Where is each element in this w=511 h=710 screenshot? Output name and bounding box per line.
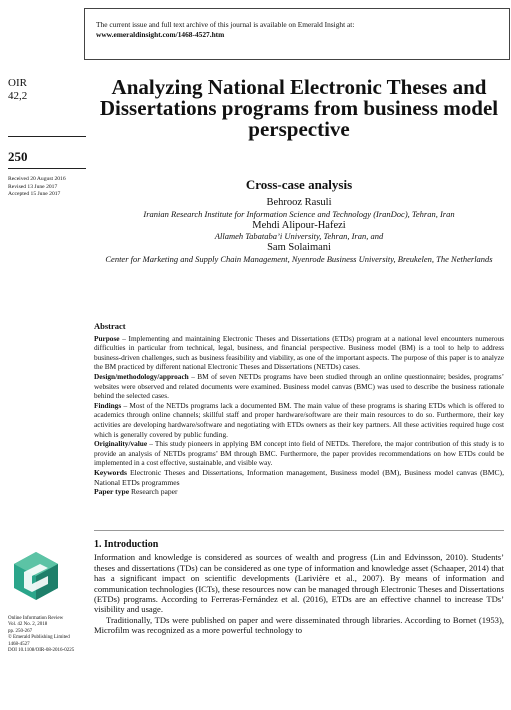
author-name: Mehdi Alipour-Hafezi [252, 219, 346, 231]
paper-subtitle: Cross-case analysis [245, 177, 353, 192]
divider [8, 136, 86, 137]
intro-paragraph: Information and knowledge is considered as sources of wealth and progress (Lin and Edvinsson, 2010). Students’ theses and dissertations (TDs) can be considered as one type of information and knowledge asset (Schaaper, 2014) that has a significant impact on scientific developments (Larivière et al., 2007). By means of information and communication technologies (ICTs), these resources now can be managed through Electronic Theses and Dissertations (ETDs) programs. According to Ferreras-Fernández et al. (2016), ETDs are an effective channel to increase TDs’ visibility and usage. [94, 552, 504, 615]
banner-url[interactable]: www.emeraldinsight.com/1468-4527.htm [96, 30, 225, 39]
journal-volume: 42,2 [8, 90, 28, 102]
journal-abbr [8, 77, 27, 103]
intro-paragraph: Traditionally, TDs were published on paper and were disseminated through libraries. According to Bornet (1953), Microfilm was recognized as a more powerful technology to [94, 614, 504, 636]
keywords-label: Keywords [94, 467, 127, 477]
page-number: 250 [8, 149, 28, 164]
divider [8, 168, 86, 169]
publication-info [8, 616, 74, 654]
accepted-date: Accepted 15 June 2017 [8, 191, 61, 197]
pub-issn: 1468-4527 [8, 641, 30, 647]
revised-date: Revised 13 June 2017 [8, 183, 58, 190]
author-name: Behrooz Rasuli [266, 197, 332, 208]
author-affiliation: Center for Marketing and Supply Chain Management, Nyenrode Business University, Breukelen, The Netherlands [105, 253, 493, 264]
paper-title: Analyzing National Electronic Theses and Dissertations programs from business model perspective [99, 75, 499, 141]
journal-name: OIR [8, 77, 27, 89]
received-date: Received 20 August 2016 [8, 176, 66, 182]
author-affiliation: Allameh Tabataba’i University, Tehran, Iran, and [214, 231, 384, 241]
abstract-findings [94, 401, 504, 439]
keywords-text: Electronic Theses and Dissertations, Information management, Business model (BM), Business model canvas (BMC), National ETDs programmes [94, 467, 504, 487]
abstract-design [94, 372, 504, 401]
pub-copyright: © Emerald Publishing Limited [8, 635, 70, 641]
pub-doi: DOI 10.1108/OIR-08-2016-0225 [8, 648, 75, 654]
keywords [94, 468, 504, 487]
pub-pages: pp. 250-267 [8, 628, 33, 634]
purpose-text: – Implementing and maintaining Electronic Theses and Dissertations (ETDs) program at a national level encounters numerous difficulties in particular from technical, legal, business, and financial perspective. Business model (BM) is a tool to help to address business-driven challenges, such as business feasibility and viability, as one of the important aspects. The purpose of this paper is to analyze the BM practiced by different national Electronic Theses and Dissertations (NETDs) cases. [94, 333, 504, 372]
abstract-purpose [94, 334, 504, 372]
purpose-label: Purpose [94, 333, 120, 343]
abstract-originality [94, 439, 504, 468]
publisher-logo-icon [10, 550, 62, 602]
abstract-divider [94, 530, 504, 531]
findings-label: Findings [94, 400, 122, 410]
paper-type [94, 487, 504, 497]
access-banner-text [96, 20, 496, 40]
banner-line: The current issue and full text archive of this journal is available on Emerald Insight at: [96, 20, 355, 29]
intro-heading: 1. Introduction [94, 539, 159, 550]
pub-journal: Online Information Review [8, 616, 64, 621]
introduction [94, 540, 504, 636]
findings-text: – Most of the NETDs programs lack a documented BM. The main value of these programs is sharing ETDs which is offered to academics through online channels; skillful staff and proper hardware/software are their main resources to do so. Furthermore, their key activities are developing hardware/software and negotiating with ETDs owners as their key partners. All these activities required huge cost which is generally covered by public funding. [94, 400, 504, 439]
abstract [94, 322, 504, 497]
design-label: Design/methodology/approach [94, 371, 189, 381]
history-dates [8, 176, 66, 199]
originality-text: – This study pioneers in applying BM concept into field of NETDs. Therefore, the major contribution of this study is to provide an analysis of NETDs programs’ BM through BMC. Furthermore, the paper provides recommendations on how ETDs could be implemented in a cost effective, sustainable, and visible way. [94, 439, 504, 468]
author-block [96, 197, 502, 265]
paper-type-label: Paper type [94, 487, 130, 497]
abstract-heading: Abstract [94, 321, 126, 331]
author-name: Sam Solaimani [267, 242, 331, 253]
author-affiliation: Iranian Research Institute for Information Science and Technology (IranDoc), Tehran, Iran [143, 208, 455, 219]
design-text: – BM of seven NETDs programs have been studied through an online questionnaire; besides, programs’ websites were observed and related documents were examined. Business model canvas (BMC) was used to describe the business rationale behind the selected cases. [94, 371, 504, 401]
paper-type-text: Research paper [129, 487, 178, 497]
originality-label: Originality/value [94, 439, 148, 449]
pub-volume: Vol. 42 No. 2, 2018 [8, 622, 48, 628]
